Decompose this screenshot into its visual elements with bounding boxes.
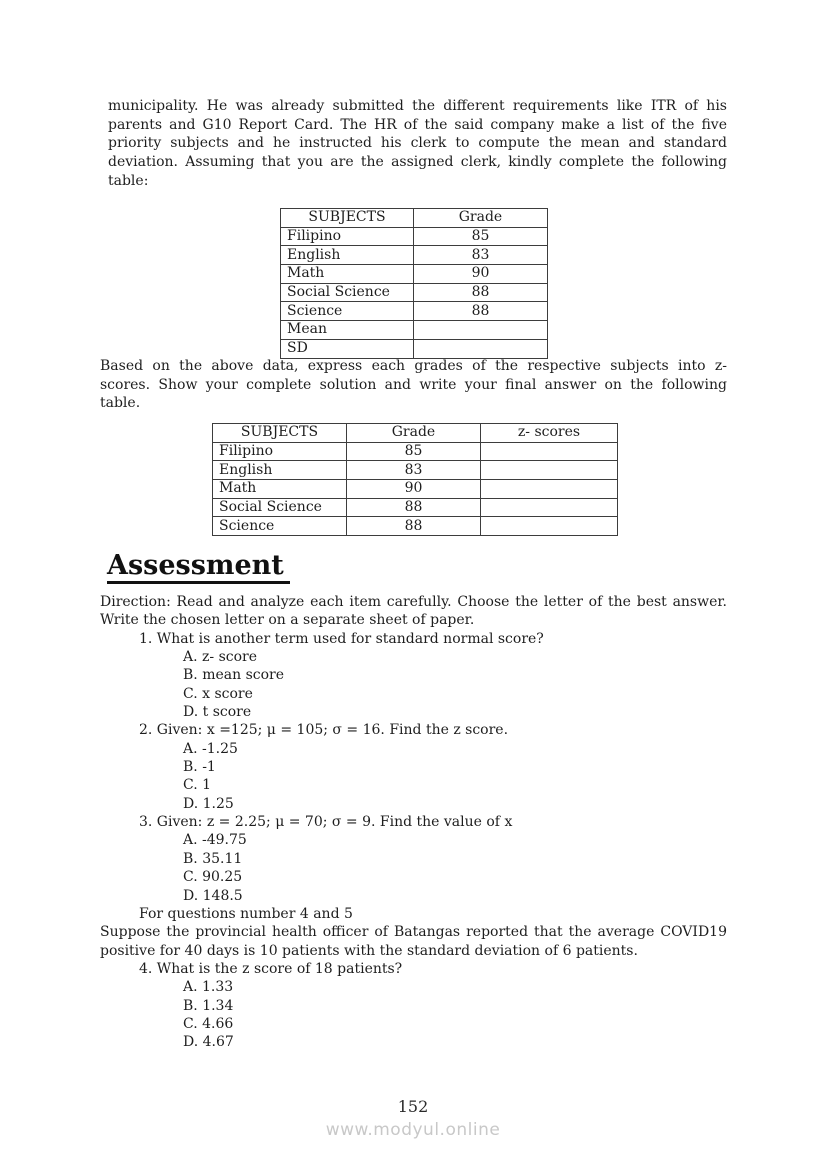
paragraph-line: Suppose the provincial health officer of Batangas reported that the average COVID19	[100, 924, 727, 941]
table-cell-subject: Science	[213, 517, 347, 536]
table-cell-grade: 88	[347, 498, 481, 517]
table-cell-zscore-empty	[481, 498, 618, 517]
table-cell-subject: English	[281, 246, 414, 265]
option-line: B. 1.34	[183, 997, 234, 1014]
option-line: D. 148.5	[183, 887, 243, 904]
watermark: www.modyul.online	[325, 1120, 501, 1140]
table-cell-subject: Math	[281, 265, 414, 284]
assessment-heading	[107, 550, 290, 584]
table-cell-subject: Social Science	[213, 498, 347, 517]
table-cell-zscore-empty	[481, 517, 618, 536]
table-cell-grade: 88	[414, 283, 548, 302]
grades-summary-table	[280, 208, 548, 359]
option-line: B. -1	[183, 759, 216, 776]
table-row	[213, 498, 618, 517]
table-cell-grade-empty	[414, 321, 548, 340]
table-row	[213, 517, 618, 536]
assessment-section	[100, 593, 727, 1052]
zscore-instruction-paragraph	[100, 357, 727, 413]
direction-line: Write the chosen letter on a separate sheet of paper.	[100, 612, 475, 629]
table-row	[281, 246, 548, 265]
option-line: A. z- score	[183, 649, 257, 666]
table-cell-grade: 85	[414, 227, 548, 246]
table-row	[213, 480, 618, 499]
option-line: C. 1	[183, 777, 212, 794]
paragraph-line: municipality. He was already submitted the different requirements like ITR of his	[108, 98, 727, 114]
table-row	[281, 265, 548, 284]
table-cell-grade: 90	[347, 480, 481, 499]
option-line: D. t score	[183, 704, 252, 721]
option-line: D. 1.25	[183, 795, 234, 812]
table-row	[281, 227, 548, 246]
direction-line: Direction: Read and analyze each item carefully. Choose the letter of the best answer.	[100, 594, 727, 610]
option-line: A. -1.25	[183, 740, 238, 757]
option-line: A. -49.75	[183, 832, 247, 849]
table-row	[281, 283, 548, 302]
table-cell-subject: Filipino	[213, 442, 347, 461]
paragraph-line: table.	[100, 395, 141, 412]
paragraph-line: deviation. Assuming that you are the assigned clerk, kindly complete the following	[108, 154, 727, 171]
option-line: A. 1.33	[183, 979, 234, 996]
zscores-table	[212, 423, 618, 536]
table-cell-zscore-empty	[481, 480, 618, 499]
question-line: 1. What is another term used for standard normal score?	[139, 630, 544, 647]
option-line: D. 4.67	[183, 1034, 234, 1051]
paragraph-line: positive for 40 days is 10 patients with the standard deviation of 6 patients.	[100, 942, 638, 959]
page-number: 152	[397, 1097, 429, 1116]
option-line: B. 35.11	[183, 850, 243, 867]
table-cell-subject: SD	[281, 339, 414, 358]
question-line: 3. Given: z = 2.25; μ = 70; σ = 9. Find the value of x	[139, 814, 513, 831]
table-header-cell: SUBJECTS	[281, 209, 414, 228]
paragraph-line: table:	[108, 172, 149, 189]
table-cell-subject: Mean	[281, 321, 414, 340]
table-cell-subject: Science	[281, 302, 414, 321]
option-line: C. x score	[183, 685, 253, 702]
question-line: 2. Given: x =125; μ = 105; σ = 16. Find the z score.	[139, 722, 509, 739]
table-row	[213, 461, 618, 480]
option-line: C. 90.25	[183, 869, 243, 886]
option-line: C. 4.66	[183, 1015, 234, 1032]
paragraph-line: parents and G10 Report Card. The HR of the said company make a list of the five	[108, 116, 727, 133]
table-cell-subject: Math	[213, 480, 347, 499]
table-header-cell: z- scores	[481, 424, 618, 443]
option-line: B. mean score	[183, 667, 284, 684]
table-header-row	[213, 424, 618, 443]
table-cell-zscore-empty	[481, 461, 618, 480]
table-cell-grade: 85	[347, 442, 481, 461]
table-cell-grade: 88	[414, 302, 548, 321]
question-line: 4. What is the z score of 18 patients?	[139, 960, 403, 977]
paragraph-line: scores. Show your complete solution and write your final answer on the following	[100, 376, 727, 393]
table-cell-grade: 90	[414, 265, 548, 284]
table-cell-grade: 83	[347, 461, 481, 480]
table-cell-subject: Filipino	[281, 227, 414, 246]
paragraph-line: priority subjects and he instructed his clerk to compute the mean and standard	[108, 135, 727, 152]
table-cell-grade-empty	[414, 339, 548, 358]
table-cell-subject: English	[213, 461, 347, 480]
assessment-heading-text: Assessment	[107, 550, 290, 584]
table-row	[213, 442, 618, 461]
table-header-row	[281, 209, 548, 228]
table-row	[281, 339, 548, 358]
table-cell-zscore-empty	[481, 442, 618, 461]
table-header-cell: SUBJECTS	[213, 424, 347, 443]
table-header-cell: Grade	[347, 424, 481, 443]
table-cell-subject: Social Science	[281, 283, 414, 302]
paragraph-line: Based on the above data, express each grades of the respective subjects into z-	[100, 358, 727, 374]
table-cell-grade: 83	[414, 246, 548, 265]
table-row	[281, 302, 548, 321]
intro-paragraph	[108, 97, 727, 191]
table-header-cell: Grade	[414, 209, 548, 228]
note-line: For questions number 4 and 5	[139, 905, 353, 922]
table-cell-grade: 88	[347, 517, 481, 536]
table-row	[281, 321, 548, 340]
